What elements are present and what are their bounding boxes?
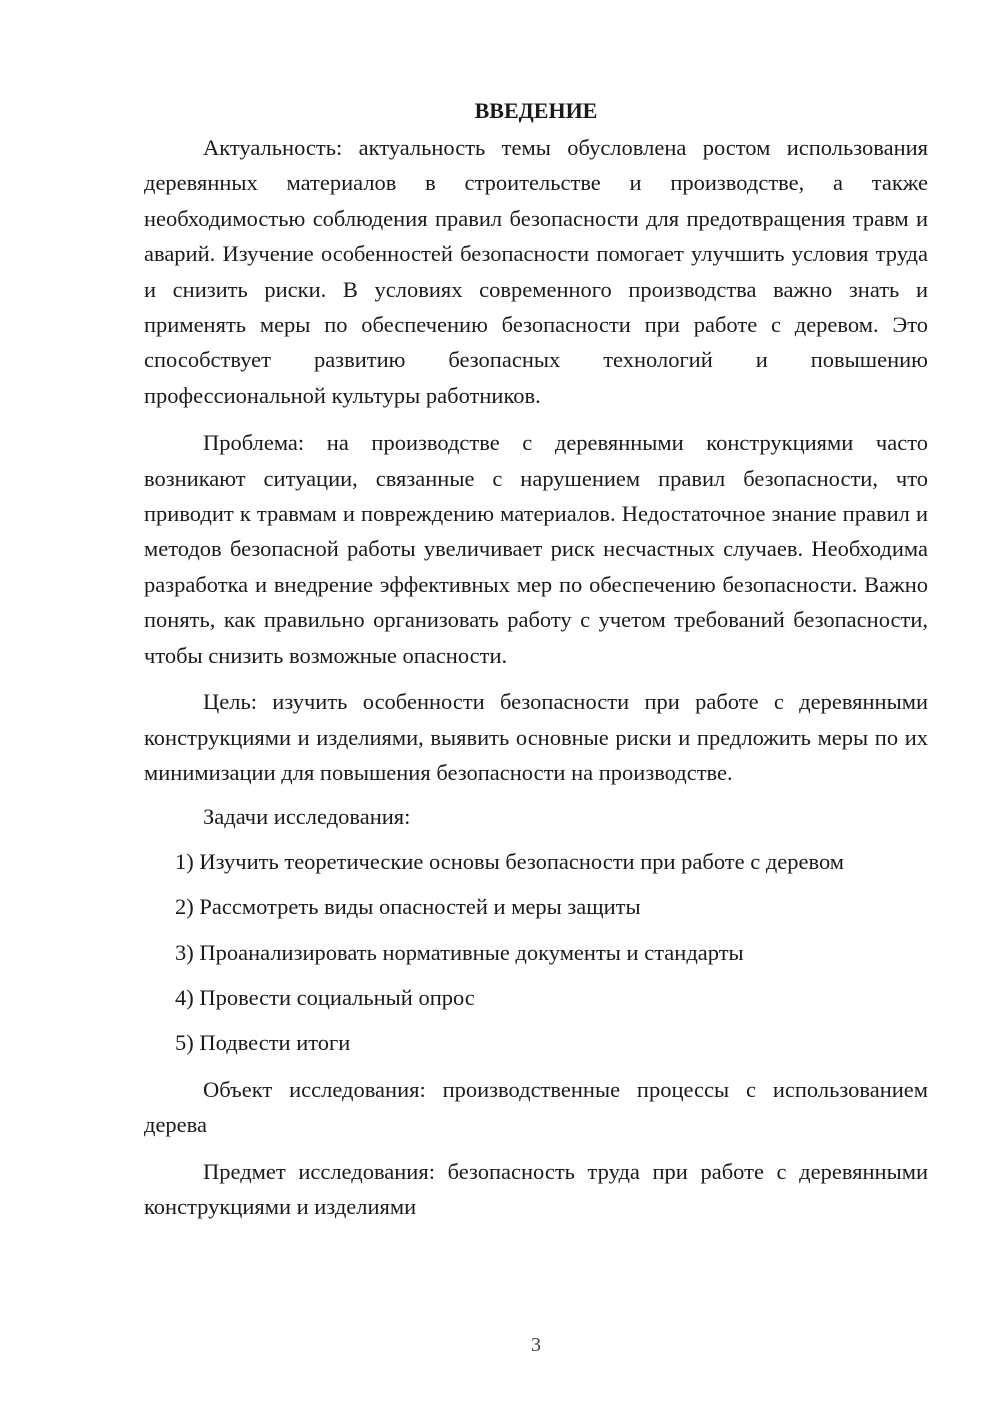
relevance-paragraph: Актуальность: актуальность темы обусловлена ростом использования деревянных материалов в строительстве и производстве, а также необходимостью соблюдения правил безопасности для предотвращения травм и аварий. Изучение особенностей безопасности помогает улучшить условия труда и снизить риски. В условиях современного производства важно знать и применять меры по обеспечению безопасности при работе с деревом. Это способствует развитию безопасных технологий и повышению профессиональной культуры работников. — [144, 135, 928, 408]
page-title: ВВЕДЕНИЕ — [474, 98, 598, 123]
task-item: 4) Провести социальный опрос — [175, 984, 475, 1010]
task-item: 1) Изучить теоретические основы безопасности при работе с деревом — [175, 848, 845, 874]
page-number: 3 — [531, 1334, 541, 1356]
task-item: 5) Подвести итоги — [175, 1030, 351, 1056]
page-content — [144, 96, 928, 1224]
subject-paragraph: Предмет исследования: безопасность труда при работе с деревянными конструкциями и изделиями — [144, 1158, 928, 1219]
tasks-list — [144, 844, 928, 1061]
goal-paragraph: Цель: изучить особенности безопасности при работе с деревянными конструкциями и изделиями, выявить основные риски и предложить меры по их минимизации для повышения безопасности на производстве. — [144, 689, 928, 785]
task-item: 2) Рассмотреть виды опасностей и меры защиты — [175, 894, 641, 920]
task-item: 3) Проанализировать нормативные документы и стандарты — [175, 939, 744, 965]
tasks-heading: Задачи исследования: — [203, 804, 411, 830]
object-paragraph: Объект исследования: производственные процессы с использованием дерева — [144, 1076, 928, 1138]
problem-paragraph: Проблема: на производстве с деревянными конструкциями часто возникают ситуации, связанные с нарушением правил безопасности, что приводит к травмам и повреждению материалов. Недостаточное знание правил и методов безопасной работы увеличивает риск несчастных случаев. Необходима разработка и внедрение эффективных мер по обеспечению безопасности. Важно понять, как правильно организовать работу с учетом требований безопасности, чтобы снизить возможные опасности. — [144, 430, 928, 668]
